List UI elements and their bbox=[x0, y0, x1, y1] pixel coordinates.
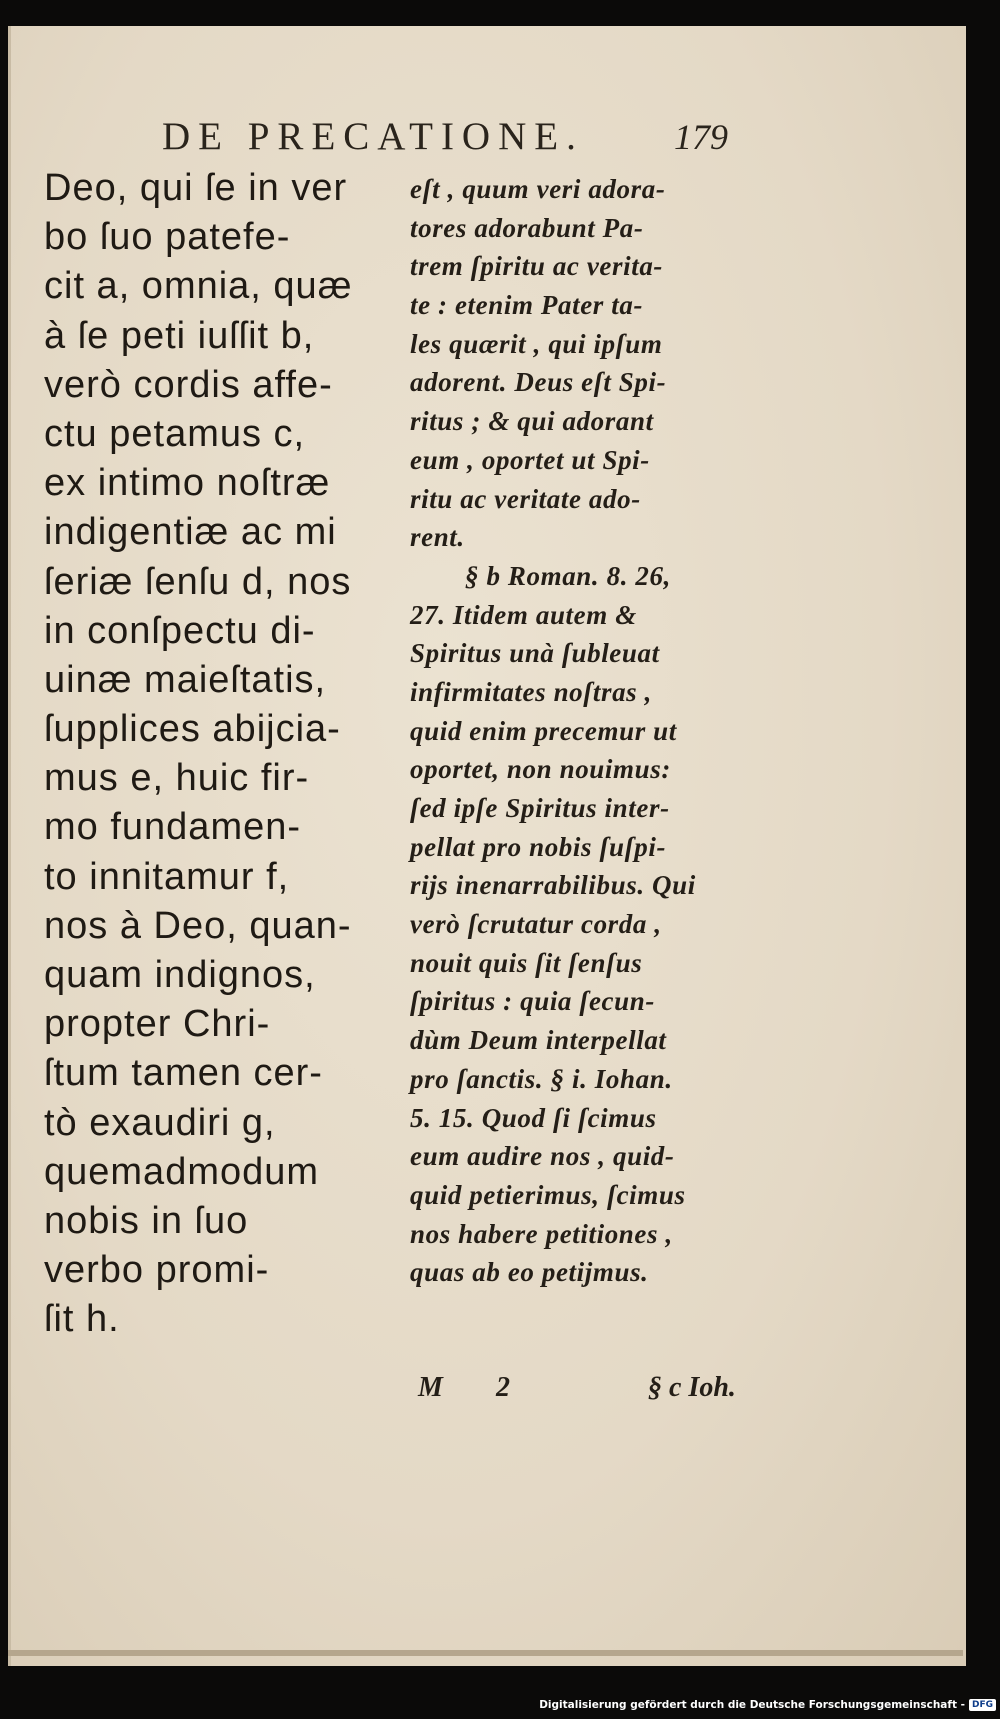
text-line: mo fundamen- bbox=[44, 806, 302, 849]
note-line: quid enim precemur ut bbox=[410, 715, 677, 746]
text-line: verbo promi- bbox=[44, 1249, 270, 1292]
signature-mark: M bbox=[418, 1372, 443, 1403]
note-line: 5. 15. Quod ſi ſcimus bbox=[410, 1102, 657, 1133]
note-line: ſpiritus : quia ſecun- bbox=[410, 986, 655, 1017]
footer-credit: Digitalisierung gefördert durch die Deutsche Forschungsgemeinschaft - bbox=[539, 1699, 965, 1711]
note-line: nos habere petitiones , bbox=[410, 1218, 673, 1249]
note-line: eſt , quum veri adora- bbox=[410, 174, 666, 204]
text-line: tò exaudiri g, bbox=[44, 1101, 276, 1144]
text-line: quemadmodum bbox=[44, 1150, 320, 1193]
text-line: to innitamur f, bbox=[44, 855, 290, 898]
note-line: adorent. Deus eſt Spi- bbox=[410, 367, 667, 398]
page-bottom-edge bbox=[8, 1650, 963, 1656]
text-line: cit a, omnia, quæ bbox=[44, 265, 353, 308]
note-line: rent. bbox=[410, 522, 465, 553]
marginal-notes-column bbox=[410, 170, 760, 1292]
page-header bbox=[148, 108, 728, 156]
note-line: trem ſpiritu ac verita- bbox=[410, 251, 664, 282]
note-line: quid petierimus, ſcimus bbox=[410, 1179, 686, 1210]
note-line: tores adorabunt Pa- bbox=[410, 212, 644, 243]
catchword: § c Ioh. bbox=[648, 1372, 736, 1403]
note-line: ſed ipſe Spiritus inter- bbox=[410, 793, 670, 823]
note-line: quas ab eo petijmus. bbox=[410, 1257, 649, 1288]
note-line: Spiritus unà ſubleuat bbox=[410, 638, 660, 669]
text-line: mus e, huic fir- bbox=[44, 757, 310, 800]
note-line: ritu ac veritate ado- bbox=[410, 483, 641, 514]
text-line: ctu petamus c, bbox=[44, 412, 306, 455]
note-line: pro ſanctis. § i. Iohan. bbox=[410, 1063, 673, 1094]
text-line: in conſpectu di- bbox=[44, 609, 316, 652]
text-line: bo ſuo patefe- bbox=[44, 216, 291, 259]
note-line: verò ſcrutatur corda , bbox=[410, 909, 662, 940]
note-line: eum audire nos , quid- bbox=[410, 1141, 675, 1172]
text-line: ſit h. bbox=[44, 1298, 120, 1341]
text-line: uinæ maieſtatis, bbox=[44, 658, 327, 701]
text-line: ſtum tamen cer- bbox=[44, 1052, 323, 1095]
note-line: dùm Deum interpellat bbox=[410, 1025, 667, 1056]
note-line: les quærit , qui ipſum bbox=[410, 328, 663, 359]
text-line: verò cordis affe- bbox=[44, 363, 333, 406]
text-line: ſupplices abijcia- bbox=[44, 708, 341, 751]
note-line: te : etenim Pater ta- bbox=[410, 290, 644, 321]
signature-number: 2 bbox=[496, 1372, 510, 1403]
note-line: § b Roman. 8. 26, bbox=[465, 560, 671, 591]
note-line: ritus ; & qui adorant bbox=[410, 406, 654, 437]
note-line: oportet, non nouimus: bbox=[410, 754, 671, 785]
text-line: quam indignos, bbox=[44, 954, 316, 996]
text-line: Deo, qui ſe in ver bbox=[44, 167, 348, 209]
main-text-column bbox=[44, 164, 394, 1345]
dfg-logo-icon: DFG bbox=[969, 1699, 996, 1711]
note-line: rijs inenarrabilibus. Qui bbox=[410, 870, 696, 901]
note-line: eum , oportet ut Spi- bbox=[410, 444, 650, 475]
text-line: nos à Deo, quan- bbox=[44, 904, 352, 947]
note-line: 27. Itidem autem & bbox=[410, 599, 637, 630]
page-number: 179 bbox=[674, 117, 728, 157]
text-line: nobis in ſuo bbox=[44, 1199, 249, 1242]
note-line: pellat pro nobis ſuſpi- bbox=[410, 831, 667, 862]
text-line: propter Chri- bbox=[44, 1003, 271, 1046]
text-line: ſeriæ ſenſu d, nos bbox=[44, 560, 352, 603]
text-line: ex intimo noſtræ bbox=[44, 462, 331, 505]
digitization-footer bbox=[539, 1695, 996, 1715]
note-line: infirmitates noſtras , bbox=[410, 676, 652, 707]
text-line: indigentiæ ac mi bbox=[44, 511, 337, 554]
running-title: DE PRECATIONE. bbox=[162, 115, 584, 158]
note-line: nouit quis ſit ſenſus bbox=[410, 947, 643, 978]
text-line: à ſe peti iuſſit b, bbox=[44, 314, 315, 357]
